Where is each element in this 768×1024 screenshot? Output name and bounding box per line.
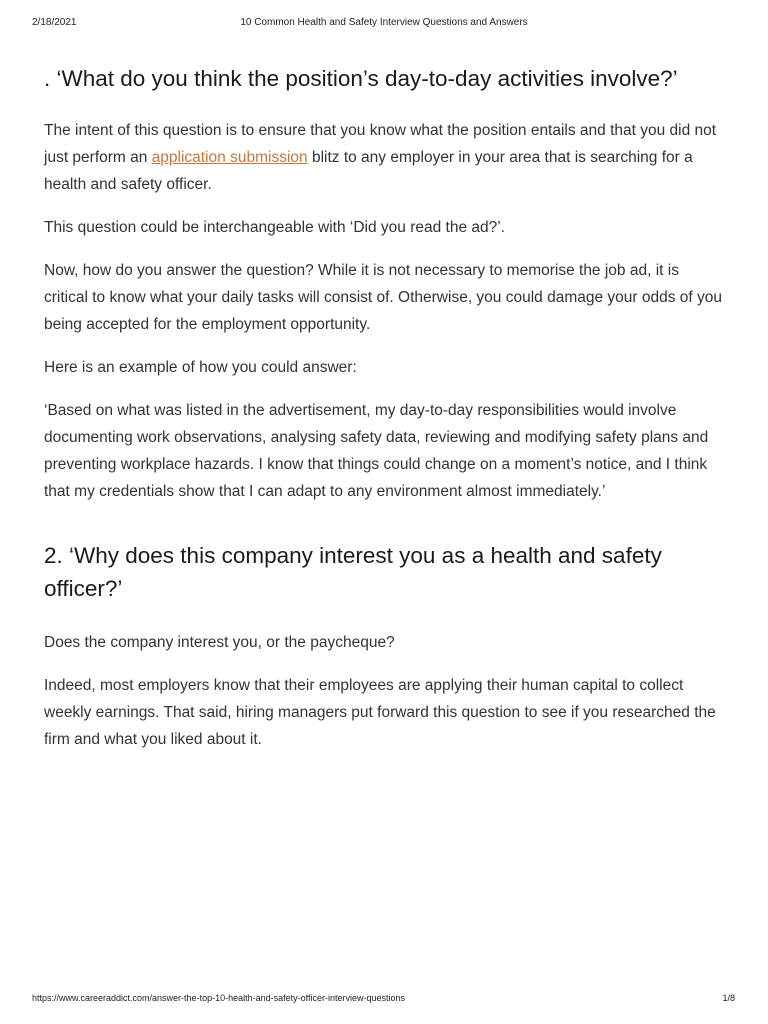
question-1-heading: . ‘What do you think the position’s day-to-day activities involve?’ [44, 66, 678, 91]
print-footer [0, 993, 768, 1007]
question-1-paragraph-example-intro: Here is an example of how you could answer: [44, 359, 357, 376]
application-submission-link[interactable]: application submission [151, 149, 308, 166]
question-1-paragraph-interchangeable: This question could be interchangeable with ‘Did you read the ad?’. [44, 219, 505, 236]
question-1-example-answer: ‘Based on what was listed in the advertisement, my day-to-day responsibilities would involve documenting work observations, analysing safety data, reviewing and modifying safety plans and preventing workplace hazards. I know that things could change on a moment’s notice, and I think that my credentials show that I can adapt to any environment almost immediately.’ [44, 402, 709, 500]
question-2-paragraph-explanation: Indeed, most employers know that their employees are applying their human capital to collect weekly earnings. That said, hiring managers put forward this question to see if you researched the firm and what you liked about it. [44, 677, 716, 748]
article-content [44, 62, 724, 769]
question-2-heading: 2. ‘Why does this company interest you as a health and safety officer?’ [44, 543, 662, 601]
question-1-paragraph-intent [44, 117, 724, 198]
question-1-paragraph-how-to-answer: Now, how do you answer the question? While it is not necessary to memorise the job ad, it is critical to know what your daily tasks will consist of. Otherwise, you could damage your odds of you being accepted for the employment opportunity. [44, 262, 723, 333]
print-date: 2/18/2021 [32, 17, 77, 28]
paragraph-text: The intent of this question is to ensure that you know what the position entails and that you did not just perform an [44, 122, 717, 166]
print-document-title: 10 Common Health and Safety Interview Questions and Answers [240, 17, 528, 28]
print-page-number: 1/8 [722, 993, 735, 1003]
paragraph-text: blitz to any employer in your area that is searching for a health and safety officer. [44, 149, 693, 193]
print-header [0, 17, 768, 33]
question-2-paragraph-intro: Does the company interest you, or the paycheque? [44, 634, 395, 651]
print-source-url: https://www.careeraddict.com/answer-the-top-10-health-and-safety-officer-interview-questions [32, 993, 405, 1003]
